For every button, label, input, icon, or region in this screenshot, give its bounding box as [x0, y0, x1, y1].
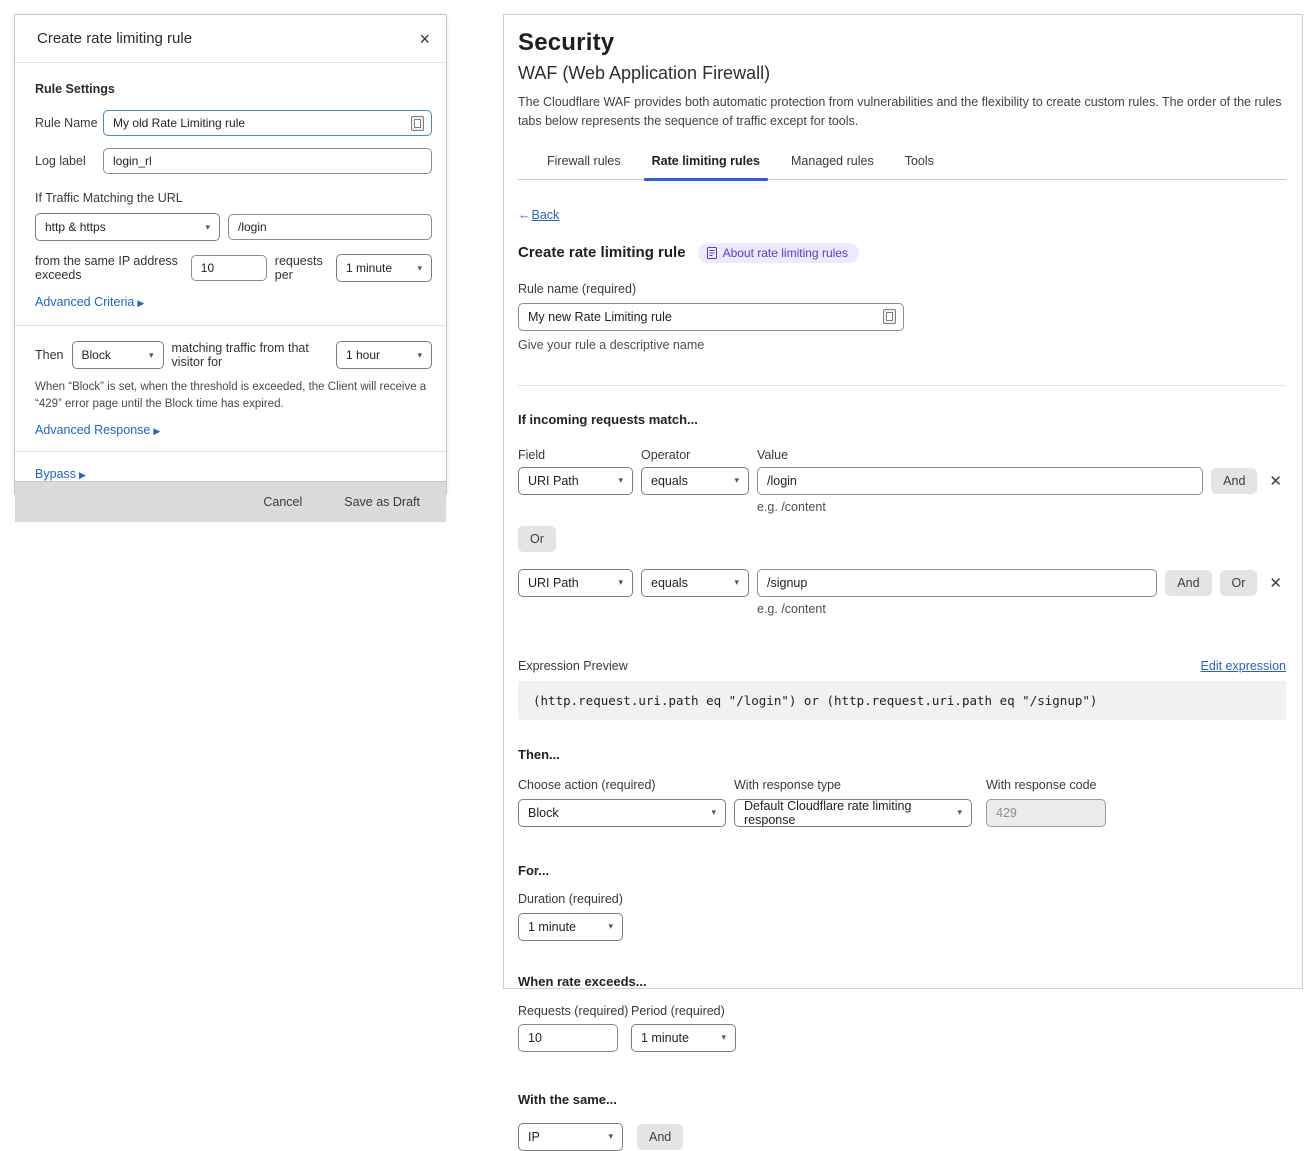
chevron-down-icon: ▾: [734, 577, 739, 587]
field-column-label: Field: [518, 447, 546, 462]
page-title: Security: [518, 29, 615, 56]
url-input[interactable]: [228, 214, 432, 240]
period-select[interactable]: 1 minute ▾: [336, 254, 432, 282]
edit-expression-link[interactable]: Edit expression: [1200, 658, 1286, 673]
duration-select[interactable]: 1 minute ▾: [518, 913, 623, 941]
page-description: The Cloudflare WAF provides both automatic protection from vulnerabilities and the flexibility to create custom rules. The order of the rules tabs below represents the sequence of traffic except for tools.: [518, 95, 1282, 128]
operator-select[interactable]: equals ▾: [641, 467, 749, 495]
advanced-response-link[interactable]: Advanced Response ▶: [35, 423, 161, 438]
requests-input[interactable]: [518, 1024, 618, 1052]
log-label-label: Log label: [35, 154, 86, 168]
then-text: Then: [35, 348, 64, 362]
value-input[interactable]: [757, 569, 1157, 597]
bypass-link[interactable]: Bypass ▶: [35, 467, 86, 482]
log-label-input[interactable]: [103, 148, 432, 174]
chevron-right-icon: ▶: [137, 298, 145, 308]
chevron-down-icon: ▾: [205, 221, 210, 232]
operator-column-label: Operator: [641, 447, 691, 462]
with-same-heading: With the same...: [518, 1091, 617, 1107]
tab-firewall-rules[interactable]: Firewall rules: [547, 153, 621, 168]
autofill-icon: [411, 116, 424, 131]
field-select[interactable]: URI Path ▾: [518, 569, 633, 597]
condition-row: [518, 467, 1286, 495]
exceeds-text: from the same IP address exceeds: [35, 254, 178, 282]
tab-rate-limiting-rules[interactable]: Rate limiting rules: [650, 148, 762, 179]
advanced-criteria-link[interactable]: Advanced Criteria ▶: [35, 295, 145, 309]
chevron-down-icon: ▾: [608, 921, 613, 931]
and-button[interactable]: And: [1165, 570, 1211, 596]
choose-action-label: Choose action (required): [518, 777, 656, 792]
response-type-select[interactable]: Default Cloudflare rate limiting response ▾: [734, 799, 972, 827]
tab-managed-rules[interactable]: Managed rules: [791, 153, 874, 168]
expression-preview-label: Expression Preview: [518, 658, 628, 673]
and-button[interactable]: And: [1211, 468, 1257, 494]
rule-name-helper: Give your rule a descriptive name: [518, 337, 705, 352]
rule-name-input[interactable]: [103, 110, 432, 136]
chevron-down-icon: ▾: [618, 577, 623, 587]
chevron-down-icon: ▾: [608, 1131, 613, 1141]
block-note: When “Block” is set, when the threshold is exceeded, the Client will receive a “429” error page until the Block time has expired.: [35, 381, 427, 410]
divider: [518, 385, 1286, 386]
chevron-down-icon: ▾: [734, 475, 739, 485]
tab-tools[interactable]: Tools: [904, 153, 934, 168]
close-icon[interactable]: ×: [419, 28, 430, 49]
doc-icon: [707, 247, 717, 259]
operator-select[interactable]: equals ▾: [641, 569, 749, 597]
chevron-right-icon: ▶: [153, 426, 161, 437]
rule-name-label: Rule name (required): [518, 281, 637, 296]
rate-exceeds-heading: When rate exceeds...: [518, 973, 647, 989]
ban-duration-select[interactable]: 1 hour ▾: [336, 341, 432, 369]
period-label: Period (required): [631, 1003, 725, 1018]
security-waf-panel: [503, 14, 1303, 1144]
matching-text: matching traffic from that visitor for: [171, 341, 309, 369]
condition-row: [518, 569, 1286, 597]
chevron-down-icon: ▾: [148, 349, 154, 360]
requests-per-text: requests per: [274, 254, 323, 282]
chevron-down-icon: ▾: [721, 1032, 726, 1042]
traffic-matching-label: If Traffic Matching the URL: [35, 191, 183, 205]
period-select[interactable]: 1 minute ▾: [631, 1024, 736, 1052]
chevron-down-icon: ▾: [957, 807, 962, 817]
incoming-requests-heading: If incoming requests match...: [518, 411, 698, 427]
dialog-title: Create rate limiting rule: [37, 30, 193, 47]
about-rate-limiting-link[interactable]: About rate limiting rules: [698, 243, 859, 263]
rule-settings-heading: Rule Settings: [35, 82, 115, 96]
requests-label: Requests (required): [518, 1003, 629, 1018]
chevron-down-icon: ▾: [711, 807, 716, 817]
action-select[interactable]: Block ▾: [518, 799, 726, 827]
save-as-draft-button[interactable]: Save as Draft: [344, 495, 420, 510]
chevron-right-icon: ▶: [79, 470, 86, 481]
dialog-footer: [15, 481, 446, 522]
value-helper: e.g. /content: [757, 499, 826, 514]
for-heading: For...: [518, 862, 550, 878]
response-code-label: With response code: [986, 777, 1097, 792]
or-button[interactable]: Or: [518, 526, 556, 552]
cancel-button[interactable]: Cancel: [263, 495, 303, 510]
then-heading: Then...: [518, 746, 560, 762]
divider: [15, 325, 446, 326]
chevron-down-icon: ▾: [618, 475, 623, 485]
autofill-icon: [883, 309, 896, 324]
field-select[interactable]: URI Path ▾: [518, 467, 633, 495]
scheme-select[interactable]: http & https ▾: [35, 213, 220, 241]
form-heading: Create rate limiting rule: [518, 244, 686, 261]
page-subtitle: WAF (Web Application Firewall): [518, 63, 771, 83]
chevron-down-icon: ▾: [417, 262, 422, 273]
action-select[interactable]: Block ▾: [72, 341, 164, 369]
or-button[interactable]: Or: [1220, 570, 1258, 596]
value-column-label: Value: [757, 447, 789, 462]
dialog-header: [15, 15, 446, 63]
duration-label: Duration (required): [518, 891, 623, 906]
rule-name-label: Rule Name: [35, 116, 98, 130]
chevron-down-icon: ▾: [417, 349, 422, 360]
rule-name-input[interactable]: [518, 303, 904, 331]
waf-tabs: [518, 148, 1286, 180]
response-type-label: With response type: [734, 777, 841, 792]
back-link[interactable]: Back: [531, 207, 560, 222]
characteristic-select[interactable]: IP ▾: [518, 1123, 623, 1151]
and-button[interactable]: And: [637, 1124, 683, 1150]
remove-condition-icon[interactable]: ✕: [1265, 470, 1286, 492]
expression-preview-code: (http.request.uri.path eq "/login") or (http.request.uri.path eq "/signup"): [518, 681, 1286, 720]
create-rate-limit-dialog: [14, 14, 447, 510]
dialog-body: [15, 63, 446, 481]
divider: [15, 451, 446, 452]
arrow-left-icon: ←: [518, 207, 531, 222]
value-helper: e.g. /content: [757, 601, 826, 616]
value-input[interactable]: [757, 467, 1203, 495]
response-code-input: [986, 799, 1106, 827]
remove-condition-icon[interactable]: ✕: [1265, 572, 1286, 594]
requests-input[interactable]: [191, 255, 267, 281]
